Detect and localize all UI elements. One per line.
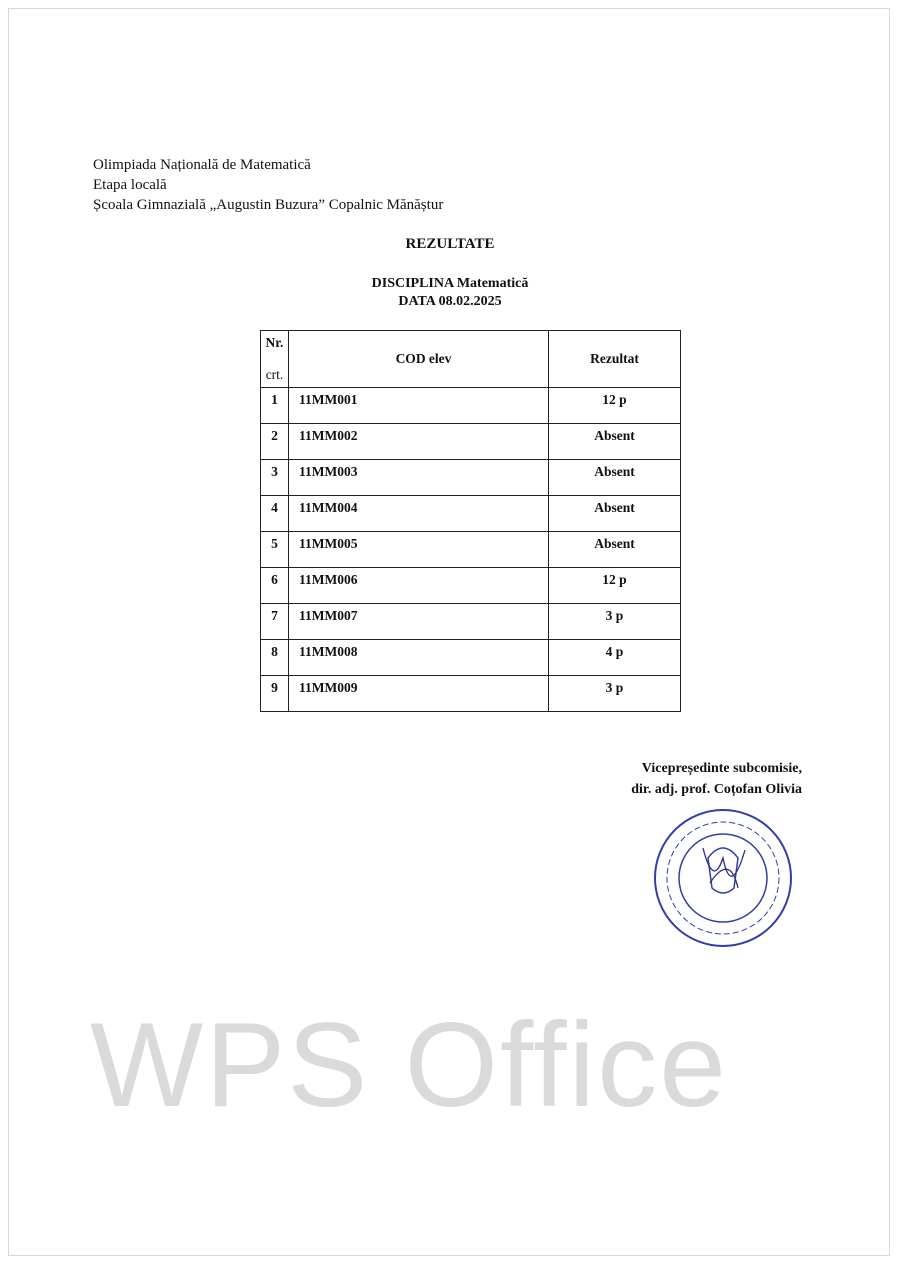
row-code: 11MM005 (289, 532, 549, 568)
row-result: Absent (549, 496, 681, 532)
header-nr-line1: Nr. (265, 335, 284, 350)
results-table (260, 330, 681, 712)
row-nr: 9 (261, 676, 289, 712)
row-code: 11MM008 (289, 640, 549, 676)
table-row (261, 424, 681, 460)
row-nr: 8 (261, 640, 289, 676)
header-code: COD elev (289, 331, 549, 388)
row-code: 11MM001 (289, 388, 549, 424)
table-row (261, 568, 681, 604)
table-row (261, 460, 681, 496)
header-line-stage: Etapa locală (93, 177, 167, 193)
header-line-olympiad: Olimpiada Națională de Matematică (93, 157, 311, 173)
row-result: 12 p (549, 568, 681, 604)
row-nr: 2 (261, 424, 289, 460)
table-row (261, 640, 681, 676)
row-nr: 3 (261, 460, 289, 496)
row-result: 3 p (549, 676, 681, 712)
row-nr: 4 (261, 496, 289, 532)
row-nr: 7 (261, 604, 289, 640)
row-result: 3 p (549, 604, 681, 640)
row-nr: 1 (261, 388, 289, 424)
signature-block (631, 758, 802, 800)
discipline: DISCIPLINA Matematică (371, 276, 529, 291)
signature-name: dir. adj. prof. Coțofan Olivia (631, 782, 802, 797)
document-header (93, 155, 443, 215)
header-nr (261, 331, 289, 388)
date: DATA 08.02.2025 (398, 294, 502, 309)
document-title (0, 236, 900, 253)
header-line-school: Școala Gimnazială „Augustin Buzura” Copalnic Mănăștur (93, 197, 444, 213)
row-nr: 5 (261, 532, 289, 568)
table-header-row (261, 331, 681, 388)
row-code: 11MM009 (289, 676, 549, 712)
row-result: 4 p (549, 640, 681, 676)
row-code: 11MM004 (289, 496, 549, 532)
table-row (261, 676, 681, 712)
row-result: Absent (549, 460, 681, 496)
title-text: REZULTATE (405, 236, 495, 252)
row-code: 11MM007 (289, 604, 549, 640)
watermark: WPS Office (90, 998, 728, 1132)
row-code: 11MM006 (289, 568, 549, 604)
signature-role: Vicepreședinte subcomisie, (641, 761, 802, 776)
row-code: 11MM003 (289, 460, 549, 496)
table-row (261, 388, 681, 424)
row-nr: 6 (261, 568, 289, 604)
row-code: 11MM002 (289, 424, 549, 460)
table-row (261, 496, 681, 532)
subtitle (0, 275, 900, 311)
header-nr-line2: crt. (265, 367, 284, 382)
row-result: 12 p (549, 388, 681, 424)
official-stamp (648, 808, 798, 953)
header-result: Rezultat (549, 331, 681, 388)
table-row (261, 604, 681, 640)
row-result: Absent (549, 424, 681, 460)
row-result: Absent (549, 532, 681, 568)
table-row (261, 532, 681, 568)
